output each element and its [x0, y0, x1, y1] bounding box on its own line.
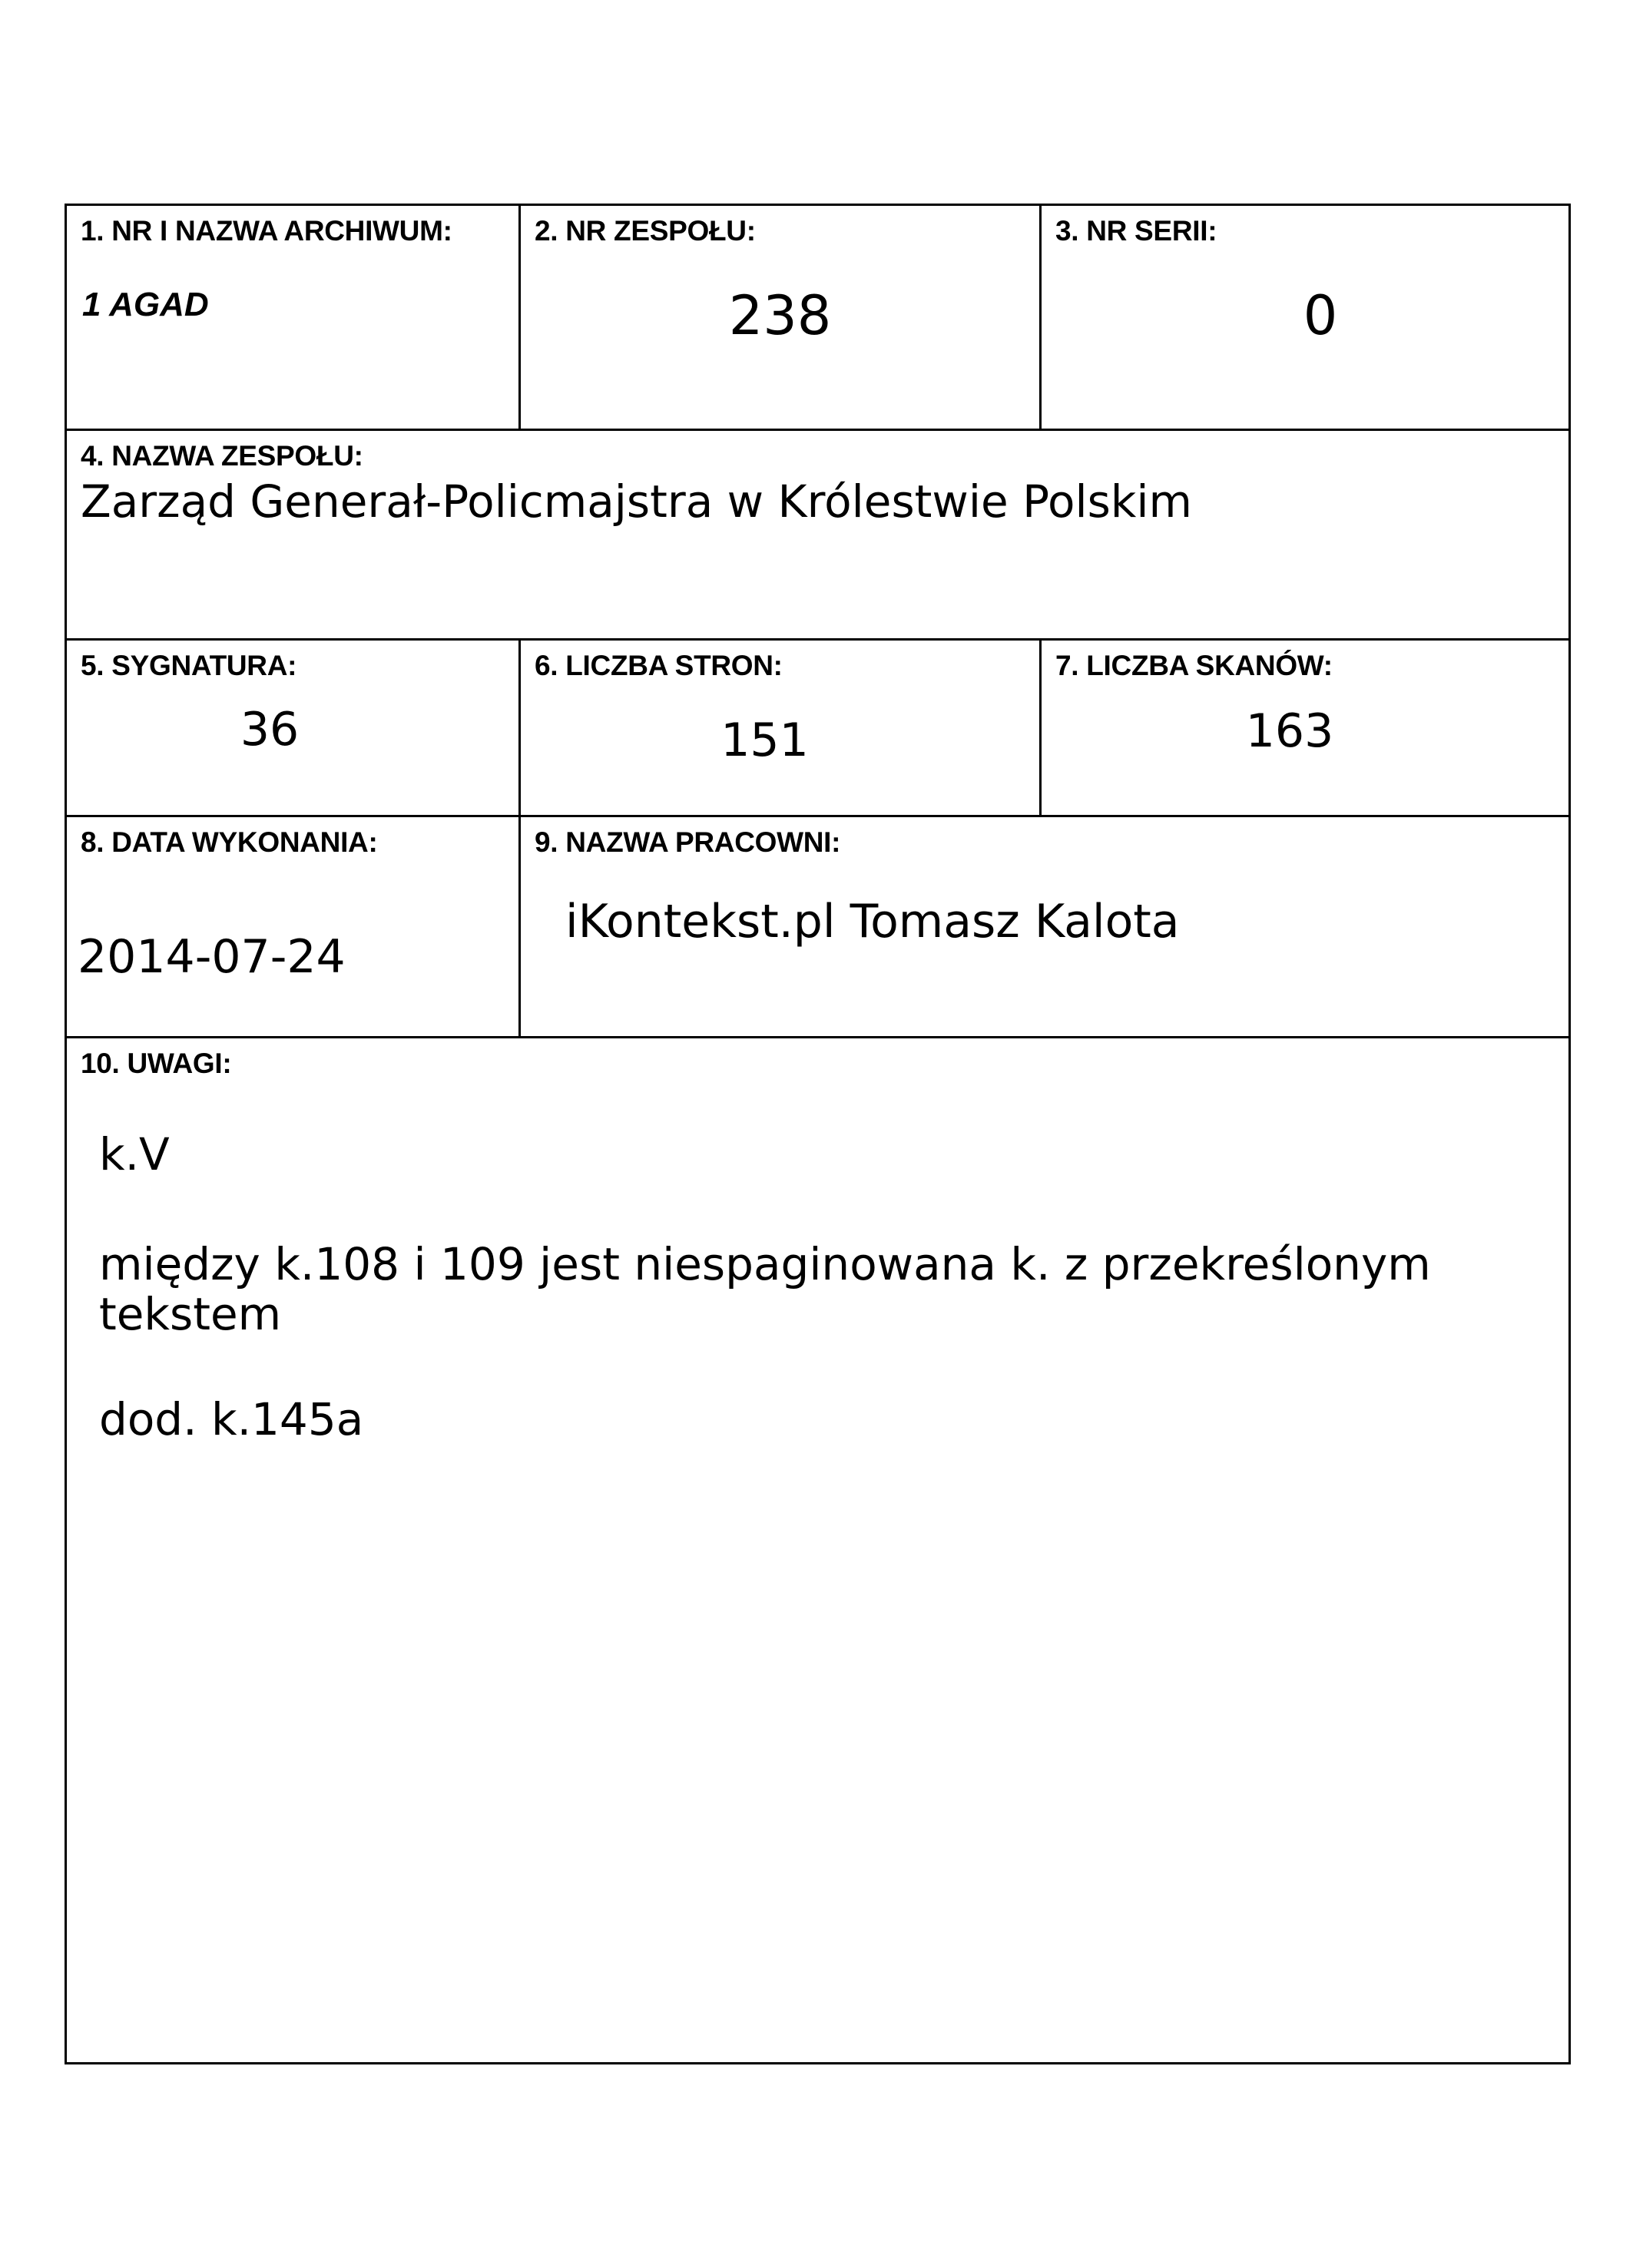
signature-value: 36 [240, 702, 300, 757]
page-count-label: 6. LICZBA STRON: [535, 650, 783, 681]
archive-value: 1 AGAD [82, 285, 209, 323]
fonds-number-value: 238 [728, 283, 832, 347]
cell-archive [66, 205, 520, 430]
cell-studio-name [520, 816, 1570, 1038]
studio-name-label: 9. NAZWA PRACOWNI: [535, 826, 841, 858]
series-number-label: 3. NR SERII: [1055, 215, 1217, 247]
fonds-name-value: Zarząd Generał-Policmajstra w Królestwie Polskim [81, 475, 1192, 528]
execution-date-value: 2014-07-24 [78, 929, 346, 984]
cell-execution-date [66, 816, 520, 1038]
form-row-execution [66, 816, 1570, 1038]
cell-remarks [66, 1038, 1570, 2064]
fonds-number-label: 2. NR ZESPOŁU: [535, 215, 756, 247]
archival-metadata-form [65, 204, 1571, 2064]
form-row-counts [66, 640, 1570, 816]
scan-count-value: 163 [1245, 704, 1334, 758]
cell-fonds-number [520, 205, 1041, 430]
remarks-line-2: między k.108 i 109 jest niespaginowana k. z przekreślonym tekstem [99, 1237, 1431, 1340]
execution-date-label: 8. DATA WYKONANIA: [81, 826, 378, 858]
form-row-fonds-name [66, 430, 1570, 640]
signature-label: 5. SYGNATURA: [81, 650, 297, 681]
cell-signature [66, 640, 520, 816]
remarks-spacer-1 [99, 1180, 1547, 1240]
scan-count-label: 7. LICZBA SKANÓW: [1055, 650, 1333, 681]
series-number-value: 0 [1303, 283, 1338, 347]
remarks-spacer-2 [99, 1339, 1547, 1395]
cell-fonds-name [66, 430, 1570, 640]
page-count-value: 151 [720, 713, 809, 767]
remarks-label: 10. UWAGI: [81, 1048, 232, 1079]
remarks-line-3: dod. k.145a [99, 1392, 364, 1445]
form-row-identification [66, 205, 1570, 430]
remarks-body [67, 1079, 1568, 1445]
archive-label: 1. NR I NAZWA ARCHIWUM: [81, 215, 452, 247]
cell-scan-count [1041, 640, 1570, 816]
cell-page-count [520, 640, 1041, 816]
remarks-line-1: k.V [99, 1127, 170, 1180]
cell-series-number [1041, 205, 1570, 430]
form-row-remarks [66, 1038, 1570, 2064]
studio-name-value: iKontekst.pl Tomasz Kalota [565, 894, 1180, 949]
fonds-name-label: 4. NAZWA ZESPOŁU: [81, 440, 363, 472]
